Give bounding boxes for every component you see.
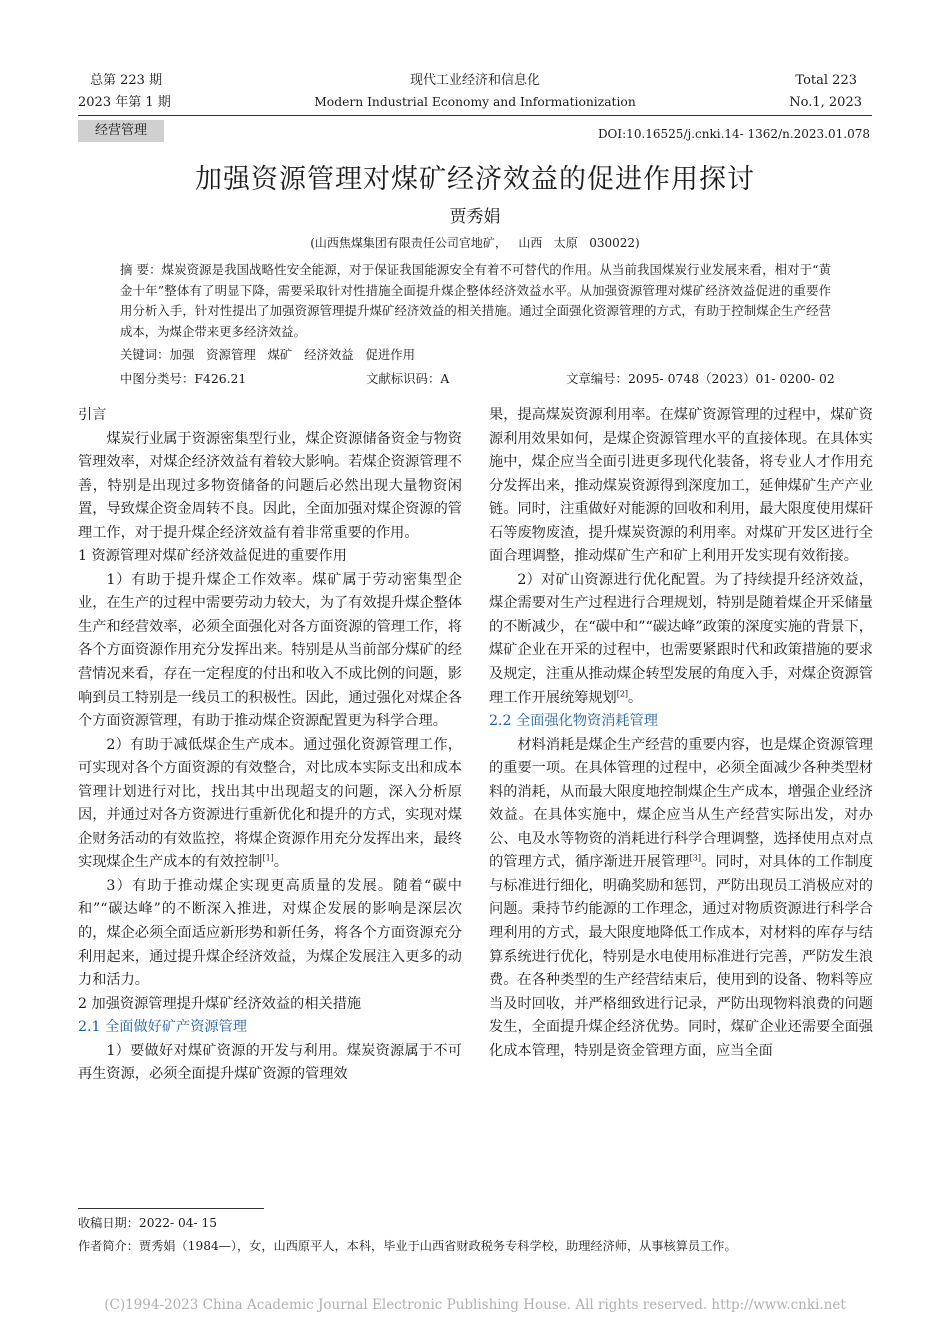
heading-intro: 引言 <box>78 407 107 423</box>
paragraph-tail: 。 <box>273 854 288 871</box>
article-number: 文章编号：2095- 0748（2023）01- 0200- 02 <box>566 371 835 386</box>
paragraph <box>489 734 873 1064</box>
paragraph: 煤炭行业属于资源密集型行业，煤企资源储备资金与物资管理效率，对煤企经济效益有着较大影响。若煤企资源管理不善，特别是出现过多物资储备的问题后必然出现大量物资闲置，导致煤企资金周转不良。因此，全面加强对煤企资源的管理工作，对于提升煤企经济效益有着非常重要的作用。 <box>78 430 462 541</box>
doi: DOI:10.16525/j.cnki.14- 1362/n.2023.01.078 <box>597 127 870 141</box>
paragraph-text: 材料消耗是煤企生产经营的重要内容，也是煤企资源管理的重要一项。在具体管理的过程中，必须全面减少各种类型材料的消耗，从而最大限度地控制煤企生产成本，增强企业经济效益。在具体实施中，煤企应当从生产经营实际出发，对办公、电及水等物资的消耗进行科学合理调整，选择使用点对点的管理方式，循序渐进开展管理 <box>489 736 873 871</box>
heading-section-2-1: 2.1 全面做好矿产资源管理 <box>78 1019 247 1036</box>
paragraph <box>489 569 873 710</box>
citation-ref: [2] <box>616 688 629 698</box>
header-total-en: Total 223 <box>795 73 857 88</box>
section-tag: 经营管理 <box>78 120 164 142</box>
citation-ref: [1] <box>262 853 274 863</box>
footnote-rule <box>78 1208 264 1209</box>
keywords: 关键词：加强 资源管理 煤矿 经济效益 促进作用 <box>120 347 416 362</box>
author-name: 贾秀娟 <box>449 207 501 227</box>
received-date: 收稿日期：2022- 04- 15 <box>78 1216 217 1230</box>
paragraph-text: 2）有助于减低煤企生产成本。通过强化资源管理工作，可实现对各个方面资源的有效整合，对比成本实际支出和成本管理计划进行对比，找出其中出现超支的问题，深入分析原因，并通过对各方资源进行重新优化和提升的方式，实现对煤企财务活动的有效监控，将煤企资源作用充分发挥出来，最终实现煤企生产成本的有效控制 <box>78 736 462 871</box>
header-issue-year: 2023 年第 1 期 <box>78 95 171 110</box>
header-journal-cn: 现代工业经济和信息化 <box>409 73 540 88</box>
paragraph: 1）要做好对煤矿资源的开发与利用。煤炭资源属于不可再生资源，必须全面提升煤矿资源的管理效 <box>78 1042 462 1083</box>
paragraph-tail: 。 <box>628 689 643 706</box>
paragraph: 3）有助于推动煤企实现更高质量的发展。随着“碳中和”“碳达峰”的不断深入推进，对煤企发展的影响是深层次的，煤企必须全面适应新形势和新任务，将各个方面资源充分利用起来，通过提升煤企经济效益，为煤企发展注入更多的动力和活力。 <box>78 877 462 989</box>
paragraph-tail: 。同时，对具体的工作制度与标准进行细化，明确奖励和惩罚，严防出现员工消极应对的问题。秉持节约能源的工作理念，通过对物质资源进行科学合理利用的方式，最大限度地降低工作成本，对材料的库存与结算系统进行优化，特别是水电使用标准进行完善，严防发生浪费。在各种类型的生产经营结束后，使用到的设备、物料等应当及时回收，并严格细致进行记录，严防出现物料浪费的问题发生，全面提升煤企经济优势。同时，煤矿企业还需要全面强化成本管理，特别是资金管理方面，应当全面 <box>489 854 873 1059</box>
article-title: 加强资源管理对煤矿经济效益的促进作用探讨 <box>195 164 755 195</box>
citation-ref: [3] <box>689 853 701 863</box>
header-rule <box>78 115 872 116</box>
abstract: 摘 要：煤炭资源是我国战略性安全能源，对于保证我国能源安全有着不可替代的作用。从当前我国煤炭行业发展来看，相对于“黄金十年”整体有了明显下降，需要采取针对性措施全面提升煤企整体经济效益水平。从加强资源管理对煤矿经济效益促进的重要作用分析入手，针对性提出了加强资源管理提升煤矿经济效益的相关措施。通过全面强化资源管理的方式，有助于控制煤企生产经营成本，为煤企带来更多经济效益。 <box>120 262 831 339</box>
right-column <box>489 404 873 1063</box>
author-affiliation: (山西焦煤集团有限责任公司官地矿， 山西 太原 030022) <box>310 236 640 250</box>
heading-section-1: 1 资源管理对煤矿经济效益促进的重要作用 <box>78 548 347 565</box>
author-bio: 作者简介：贾秀娟（1984—），女，山西原平人，本科，毕业于山西省财政税务专科学校，助理经济师，从事核算员工作。 <box>78 1239 737 1253</box>
document-code: 文献标识码：A <box>366 371 450 386</box>
header-issue-total: 总第 223 期 <box>90 73 163 88</box>
copyright-watermark: (C)1994-2023 China Academic Journal Electronic Publishing House. All rights reserved. http://www.cnki.net <box>104 1297 846 1313</box>
heading-section-2-2: 2.2 全面强化物资消耗管理 <box>489 713 658 730</box>
clc-number: 中图分类号：F426.21 <box>120 371 247 386</box>
paragraph <box>78 734 462 875</box>
header-journal-en: Modern Industrial Economy and Informationization <box>314 95 636 109</box>
paragraph-text: 2）对矿山资源进行优化配置。为了持续提升经济效益，煤企需要对生产过程进行合理规划，特别是随着煤企开采储量的不断减少，在“碳中和”“碳达峰”政策的深度实施的背景下，煤矿企业在开采的过程中，也需要紧跟时代和政策措施的要求及规定，注重从推动煤企转型发展的角度入手，对煤企资源管理工作开展统筹规划 <box>489 571 873 706</box>
paragraph-continued: 果，提高煤炭资源利用率。在煤矿资源管理的过程中，煤矿资源利用效果如何，是煤企资源管理水平的直接体现。在具体实施中，煤企应当全面引进更多现代化装备，将专业人才作用充分发挥出来，推动煤炭资源得到深度加工，延伸煤矿生产产业链。同时，注重做好对能源的回收和利用，最大限度使用煤矸石等废物废渣，提升煤炭资源的利用率。对煤矿开发区进行全面合理调整，推动煤矿生产和矿上利用开发实现有效衔接。 <box>489 407 873 565</box>
paragraph: 1）有助于提升煤企工作效率。煤矿属于劳动密集型企业，在生产的过程中需要劳动力较大，为了有效提升煤企整体生产和经营效率，必须全面强化对各方面资源的管理工作，将各个方面资源作用充分发挥出来。特别是从当前部分煤矿的经营情况来看，存在一定程度的付出和收入不成比例的问题，影响到员工特别是一线员工的积极性。因此，通过强化对煤企各个方面资源管理，有助于推动煤企资源配置更为科学合理。 <box>78 571 462 730</box>
left-column <box>78 404 462 1087</box>
heading-section-2: 2 加强资源管理提升煤矿经济效益的相关措施 <box>78 995 362 1012</box>
header-number-en: No.1, 2023 <box>789 95 862 110</box>
